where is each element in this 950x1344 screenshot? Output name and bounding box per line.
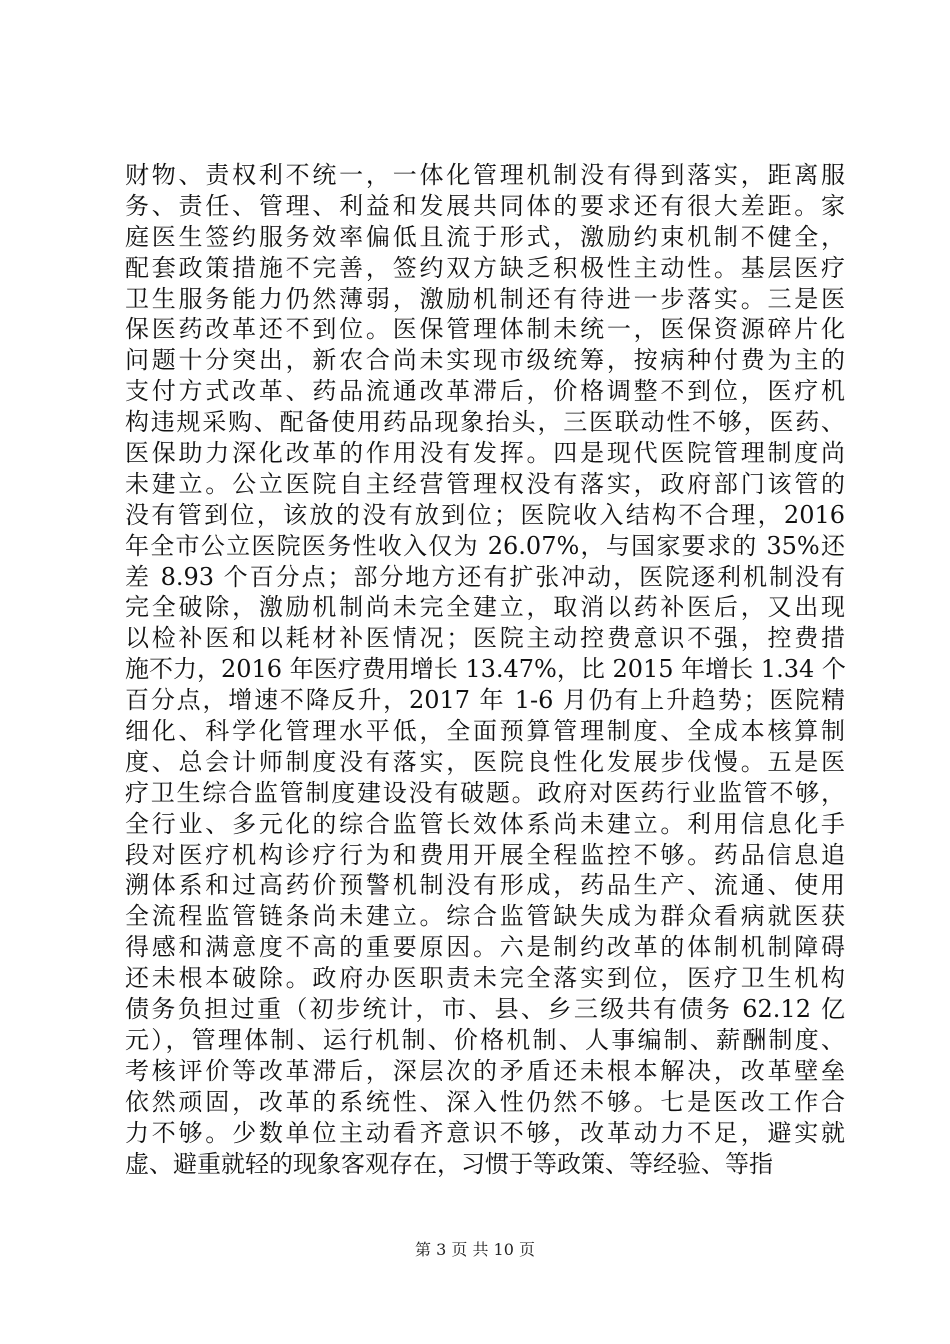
text-line: 百分点，增速不降反升，2017 年 1-6 月仍有上升趋势；医院精 — [125, 686, 845, 715]
text-line: 差 8.93 个百分点；部分地方还有扩张冲动，医院逐利机制没有 — [125, 562, 845, 591]
text-line: 段对医疗机构诊疗行为和费用开展全程监控不够。药品信息追 — [125, 840, 845, 869]
text-line: 保医药改革还不到位。医保管理体制未统一，医保资源碎片化 — [125, 315, 845, 344]
text-line: 年全市公立医院医务性收入仅为 26.07%，与国家要求的 35%还 — [125, 531, 845, 560]
text-line: 完全破除，激励机制尚未完全建立，取消以药补医后，又出现 — [125, 593, 845, 622]
text-line: 债务负担过重（初步统计，市、县、乡三级共有债务 62.12 亿 — [125, 995, 845, 1024]
text-line: 施不力，2016 年医疗费用增长 13.47%，比 2015 年增长 1.34 个 — [125, 655, 846, 684]
text-line: 依然顽固，改革的系统性、深入性仍然不够。七是医改工作合 — [125, 1087, 845, 1116]
text-line: 力不够。少数单位主动看齐意识不够，改革动力不足，避实就 — [125, 1118, 845, 1147]
text-line: 未建立。公立医院自主经营管理权没有落实，政府部门该管的 — [125, 469, 845, 498]
text-line: 财物、责权利不统一，一体化管理机制没有得到落实，距离服 — [125, 161, 845, 189]
text-line: 溯体系和过高药价预警机制没有形成，药品生产、流通、使用 — [125, 871, 845, 900]
text-line: 配套政策措施不完善，签约双方缺乏积极性主动性。基层医疗 — [125, 253, 845, 282]
text-line: 细化、科学化管理水平低，全面预算管理制度、全成本核算制 — [125, 717, 845, 746]
text-line: 还未根本破除。政府办医职责未完全落实到位，医疗卫生机构 — [125, 964, 845, 993]
text-line: 以检补医和以耗材补医情况；医院主动控费意识不强，控费措 — [125, 624, 845, 653]
text-line: 支付方式改革、药品流通改革滞后，价格调整不到位，医疗机 — [125, 377, 845, 406]
text-line: 卫生服务能力仍然薄弱，激励机制还有待进一步落实。三是医 — [125, 284, 845, 313]
text-line: 度、总会计师制度没有落实，医院良性化发展步伐慢。五是医 — [125, 747, 845, 776]
text-line: 疗卫生综合监管制度建设没有破题。政府对医药行业监管不够， — [125, 778, 845, 807]
text-line: 全流程监管链条尚未建立。综合监管缺失成为群众看病就医获 — [125, 902, 845, 931]
text-line: 虚、避重就轻的现象客观存在，习惯于等政策、等经验、等指 — [125, 1149, 773, 1178]
text-line: 元），管理体制、运行机制、价格机制、人事编制、薪酬制度、 — [125, 1025, 845, 1054]
text-line: 问题十分突出，新农合尚未实现市级统筹，按病种付费为主的 — [125, 346, 845, 375]
text-line: 庭医生签约服务效率偏低且流于形式，激励约束机制不健全， — [125, 222, 845, 251]
text-line: 没有管到位，该放的没有放到位；医院收入结构不合理，2016 — [125, 500, 845, 529]
text-line: 全行业、多元化的综合监管长效体系尚未建立。利用信息化手 — [125, 809, 845, 838]
text-line: 务、责任、管理、利益和发展共同体的要求还有很大差距。家 — [125, 191, 845, 220]
text-line: 构违规采购、配备使用药品现象抬头，三医联动性不够，医药、 — [125, 408, 845, 437]
page-footer: 第 3 页 共 10 页 — [415, 1240, 535, 1259]
text-line: 得感和满意度不高的重要原因。六是制约改革的体制机制障碍 — [125, 933, 845, 962]
text-line: 医保助力深化改革的作用没有发挥。四是现代医院管理制度尚 — [125, 439, 845, 468]
body-text — [125, 160, 845, 1179]
text-line: 考核评价等改革滞后，深层次的矛盾还未根本解决，改革壁垒 — [125, 1056, 845, 1085]
